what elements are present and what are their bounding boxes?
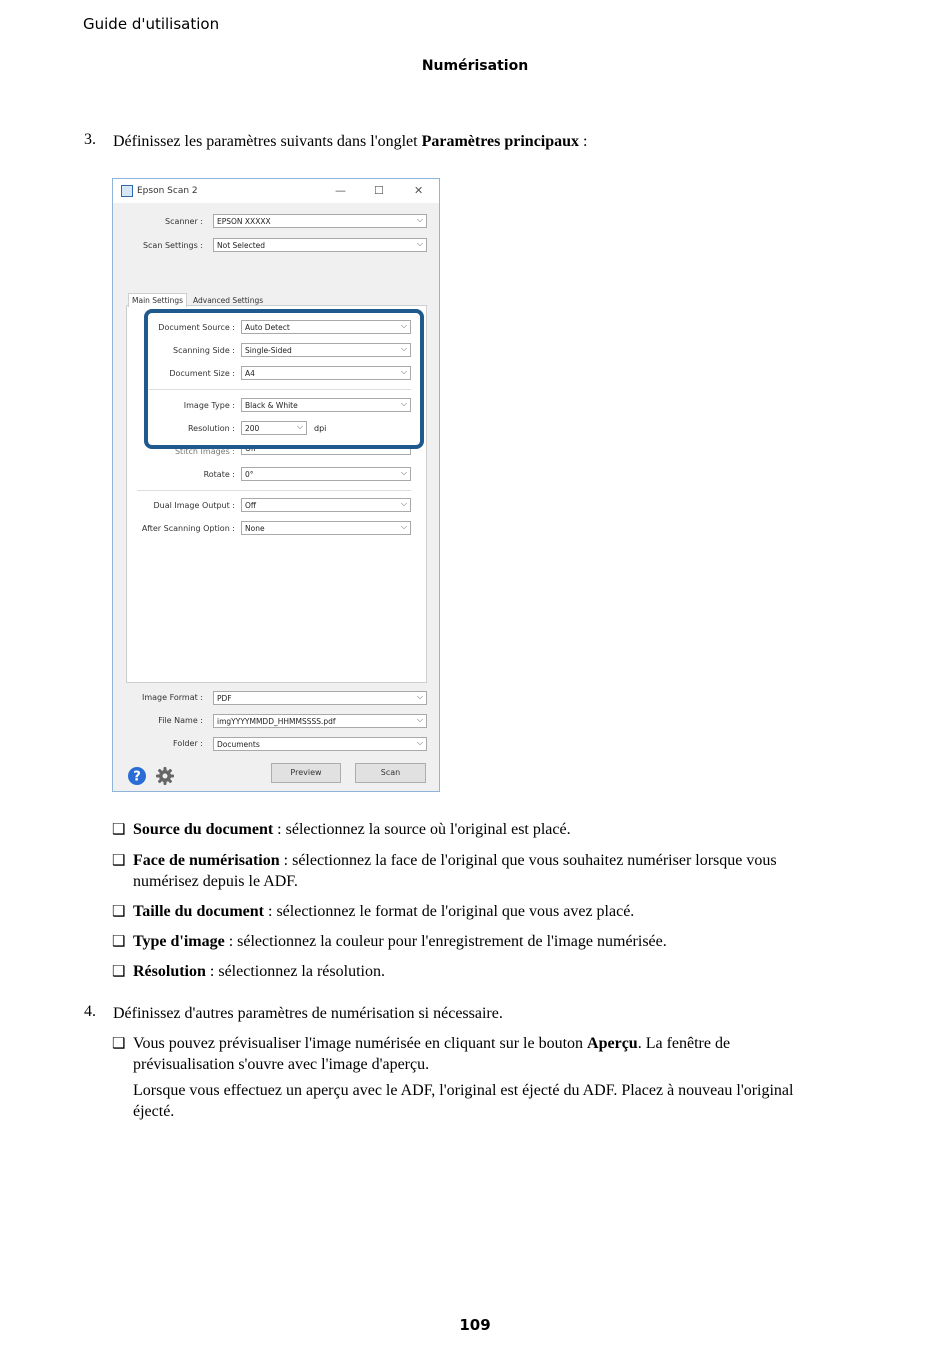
after-scanning-select[interactable]: None ⌵ (241, 521, 411, 535)
resolution-label: Resolution : (187, 424, 235, 433)
step-text: Définissez d'autres paramètres de numérisation si nécessaire. (113, 1005, 503, 1022)
guide-title: Guide d'utilisation (83, 15, 220, 33)
divider (137, 490, 411, 491)
tab-main-settings[interactable]: Main Settings (128, 293, 187, 307)
bullet-icon: ❑ (112, 904, 126, 920)
stitch-images-label: Stitch Images : (174, 447, 235, 456)
bullet-image-type: Type d'image : sélectionnez la couleur pour l'enregistrement de l'image numérisée. (133, 933, 667, 950)
bullet-preview: Vous pouvez prévisualiser l'image numérisée en cliquant sur le bouton Aperçu. La fenêtre de prévisualisation s'ouvre avec l'image d'aperçu. (133, 1035, 731, 1073)
resolution-unit: dpi (314, 424, 327, 433)
document-size-label: Document Size : (169, 369, 235, 378)
app-icon (121, 185, 133, 197)
step-number: 3. (84, 131, 96, 148)
chevron-down-icon: ⌵ (400, 468, 407, 477)
folder-label: Folder : (173, 739, 203, 748)
bullet-document-source: Source du document : sélectionnez la source où l'original est placé. (133, 821, 571, 838)
chevron-down-icon: ⌵ (416, 692, 423, 701)
help-icon[interactable] (127, 766, 147, 786)
bullet-document-size: Taille du document : sélectionnez le format de l'original que vous avez placé. (133, 903, 635, 920)
window-title: Epson Scan 2 (137, 186, 198, 196)
image-format-label: Image Format : (141, 693, 203, 702)
after-scanning-label: After Scanning Option : (141, 524, 235, 533)
image-format-select[interactable]: PDF ⌵ (213, 691, 427, 705)
dual-image-output-label: Dual Image Output : (153, 501, 235, 510)
scan-button[interactable]: Scan (355, 763, 426, 783)
section-title: Numérisation (421, 58, 529, 74)
close-button[interactable]: ✕ (414, 184, 424, 197)
dual-image-output-select[interactable]: Off ⌵ (241, 498, 411, 512)
maximize-button[interactable]: ☐ (374, 184, 384, 197)
resolution-select[interactable]: 200 ⌵ (241, 421, 307, 435)
chevron-down-icon: ⌵ (400, 367, 407, 376)
scanning-side-label: Scanning Side : (173, 346, 235, 355)
page-number: 109 (459, 1316, 491, 1334)
document-source-label: Document Source : (158, 323, 235, 332)
file-name-label: File Name : (158, 716, 203, 725)
document-size-select[interactable]: A4 ⌵ (241, 366, 411, 380)
chevron-down-icon: ⌵ (400, 321, 407, 330)
svg-text:?: ? (133, 769, 141, 785)
bullet-icon: ❑ (112, 853, 126, 869)
rotate-select[interactable]: 0° ⌵ (241, 467, 411, 481)
chevron-down-icon: ⌵ (296, 422, 303, 431)
tab-advanced-settings[interactable]: Advanced Settings (193, 296, 264, 305)
highlight-frame (144, 309, 424, 449)
step-text: Définissez les paramètres suivants dans l'onglet Paramètres principaux : (113, 133, 588, 150)
chevron-down-icon: ⌵ (400, 399, 407, 408)
scan-settings-select[interactable]: Not Selected ⌵ (213, 238, 427, 252)
folder-select[interactable]: Documents ⌵ (213, 737, 427, 751)
chevron-down-icon: ⌵ (416, 215, 423, 224)
chevron-down-icon: ⌵ (400, 522, 407, 531)
scanner-select[interactable]: EPSON XXXXX ⌵ (213, 214, 427, 228)
chevron-down-icon: ⌵ (400, 499, 407, 508)
document-source-select[interactable]: Auto Detect ⌵ (241, 320, 411, 334)
rotate-label: Rotate : (203, 470, 235, 479)
image-type-label: Image Type : (183, 401, 235, 410)
bullet-icon: ❑ (112, 822, 126, 838)
image-type-select[interactable]: Black & White ⌵ (241, 398, 411, 412)
scanner-label: Scanner : (165, 217, 203, 226)
bullet-icon: ❑ (112, 1036, 126, 1052)
chevron-down-icon: ⌵ (400, 344, 407, 353)
stitch-images-select[interactable]: Off (241, 449, 411, 455)
bullet-icon: ❑ (112, 934, 126, 950)
chevron-down-icon: ⌵ (416, 715, 423, 724)
bullet-scanning-side: Face de numérisation : sélectionnez la face de l'original que vous souhaitez numériser lorsque vous numérisez depuis le ADF. (133, 852, 777, 890)
preview-button[interactable]: Preview (271, 763, 341, 783)
bullet-resolution: Résolution : sélectionnez la résolution. (133, 963, 385, 980)
tab-name-bold: Paramètres principaux (421, 133, 580, 150)
minimize-button[interactable]: — (335, 184, 346, 197)
chevron-down-icon: ⌵ (416, 738, 423, 747)
scanning-side-select[interactable]: Single-Sided ⌵ (241, 343, 411, 357)
chevron-down-icon: ⌵ (416, 239, 423, 248)
gear-icon[interactable] (155, 766, 175, 786)
bullet-icon: ❑ (112, 964, 126, 980)
file-name-select[interactable]: imgYYYYMMDD_HHMMSSSS.pdf ⌵ (213, 714, 427, 728)
scan-settings-label: Scan Settings : (142, 241, 203, 250)
epson-scan-window (112, 178, 440, 792)
title-bar (113, 179, 439, 203)
step-number: 4. (84, 1003, 96, 1020)
adf-note: Lorsque vous effectuez un aperçu avec le ADF, l'original est éjecté du ADF. Placez à nouveau l'original éjecté. (133, 1082, 794, 1120)
